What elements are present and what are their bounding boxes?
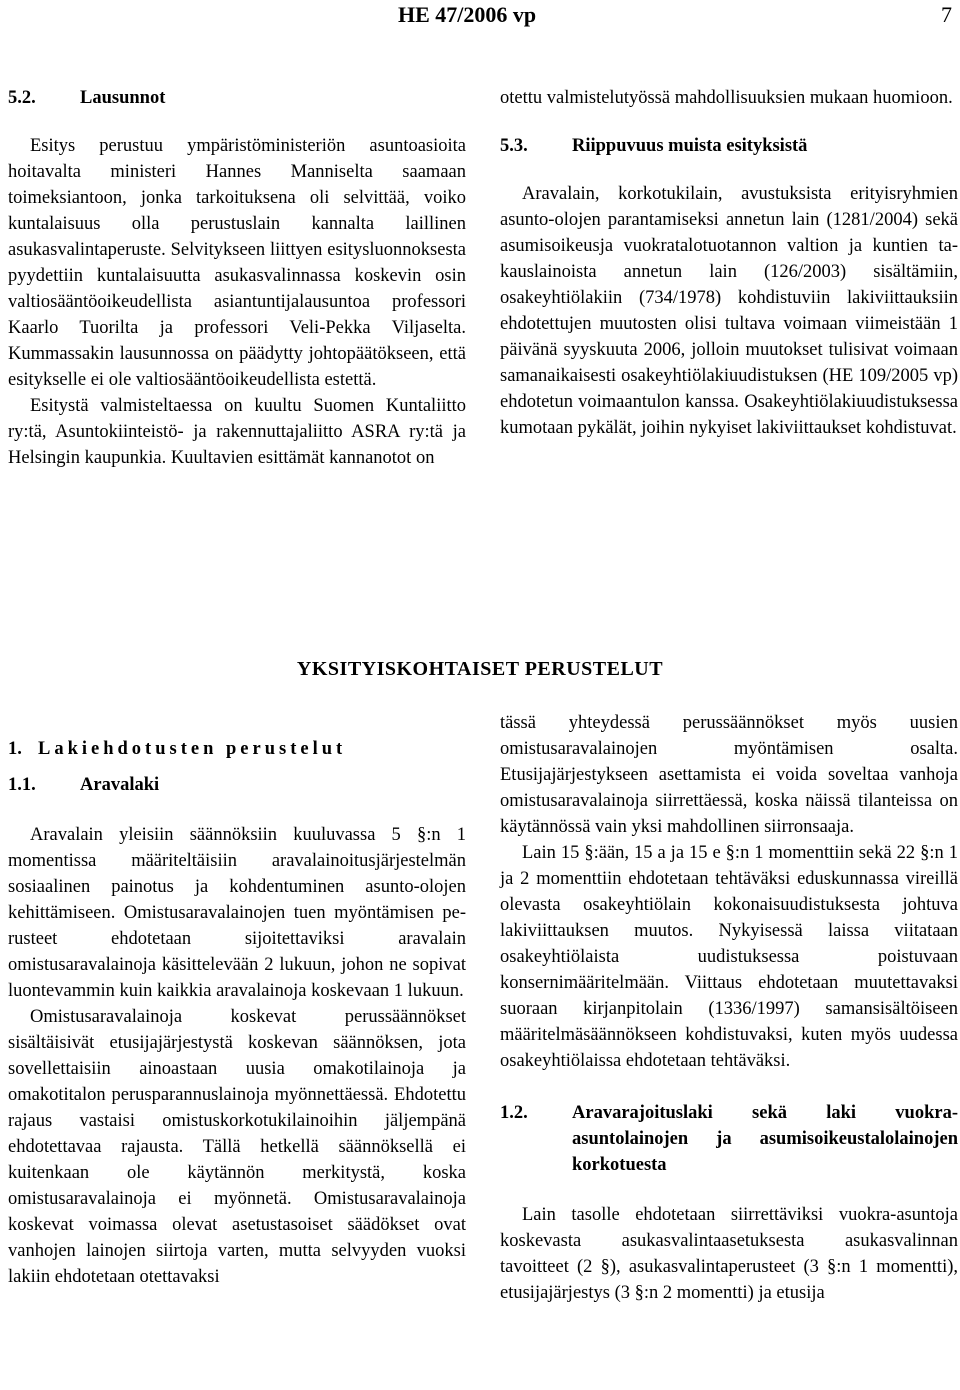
chapter-number: 1. (8, 739, 22, 759)
section-number: 5.3. (500, 136, 528, 156)
paragraph: Aravalain yleisiin säännöksiin kuuluvassa 5 §:n 1 momentissa määriteltäisiin aravalainoitusjärjestelmän sosiaalinen painotus ja kohdentuminen asunto-olojen kehittämiseen. Omistusaravalainojen tuen myöntämisen perusteet ehdotetaan sijoitettaviksi aravalain omistusaravalainoja käsittelevään 2 lukuun, johon ne sopivat luontevammin kuin kaikkia aravalainoja koskevaan 1 lukuun. (8, 825, 466, 1001)
part-heading: YKSITYISKOHTAISET PERUSTELUT (296, 658, 664, 680)
section-number: 5.2. (8, 88, 36, 108)
top-left-column (8, 85, 466, 471)
chapter-heading (8, 736, 466, 762)
chapter-title: Lakiehdotusten perustelut (38, 739, 347, 759)
section-title: Aravarajoituslaki sekä laki vuokraasuntolainojen ja asumisoikeustalolainojen korkotuesta (572, 1103, 958, 1175)
section-heading-5-3 (500, 133, 958, 159)
paragraph: Esitystä valmisteltaessa on kuultu Suomen Kuntaliitto ry:tä, Asuntokiinteistö- ja rakennuttajaliitto ASRA ry:tä ja Helsingin kaupunkia. Kuultavien esittämät kannanotot on (8, 396, 466, 468)
running-title: HE 47/2006 vp (398, 2, 537, 27)
paragraph: Lain tasolle ehdotetaan siirrettäviksi vuokra-asuntoja koskevasta asukasvalintaasetuksesta asukasvalinnan tavoitteet (2 §), asukasvalintaperusteet (3 §:n 1 momentti), etusijajärjestys (3 §:n 2 momentti) ja etusija (500, 1205, 958, 1303)
section-number: 1.2. (500, 1103, 528, 1123)
section-number: 1.1. (8, 775, 36, 795)
section-title: Lausunnot (80, 88, 166, 108)
section-heading-1-1 (8, 772, 466, 798)
paragraph-continuation: tässä yhteydessä perussäännökset myös uusien omistusaravalainojen myöntämisen osalta. Etusijajärjestykseen asettamista ei voida soveltaa vanhoja omistusaravalainoja siirrettäessä, koska näissä tilanteissa on käytännössä vain yksi mahdollinen siirronsaaja. (500, 713, 958, 837)
paragraph: Aravalain, korkotukilain, avustuksista erityisryhmien asunto-olojen parantamiseksi annetun lain (1281/2004) sekä asumisoikeusja vuokratalotuotannon valtion ja kuntien takauslainoista annetun lain (126/2003) sisältämiin, osakeyhtiölakiin (734/1978) kohdistuviin lakiviittauksiin ehdotettujen muutosten olisi tultava voimaan viimeistään 1 päivänä syyskuuta 2006, jolloin muutokset tulisivat voimaan samanaikaisesti osakeyhtiölakiuudistuksen (HE 109/2005 vp) ehdotetun voimaantulon kanssa. Osakeyhtiölakiuudistuksessa kumotaan pykälät, joihin nykyiset lakiviittaukset kohdistuvat. (500, 184, 958, 438)
paragraph: Lain 15 §:ään, 15 a ja 15 e §:n 1 momenttiin sekä 22 §:n 1 ja 2 momenttiin ehdotetaan tehtäväksi eduskunnassa vireillä olevasta osakeyhtiölain kokonaisuudistuksesta johtuva lakiviittauksen muutos. Nykyisessä laissa viitataan osakeyhtiölaista uudistuksessa poistuvaan konsernimääritelmään. Viittaus ehdotetaan muutettavaksi suoraan kirjanpitolain (1336/1997) samansisältöiseen määritelmäsäännökseen kohdistuvaksi, kuten myös uudessa osakeyhtiölaissa ehdotetaan tehtäväksi. (500, 843, 958, 1071)
top-right-column (500, 85, 958, 441)
section-title: Aravalaki (80, 775, 160, 795)
paragraph-continuation: otettu valmistelutyössä mahdollisuuksien mukaan huomioon. (500, 88, 953, 108)
paragraph: Esitys perustuu ympäristöministeriön asuntoasioita hoitavalta ministeri Hannes Manniselta saamaan toimeksiantoon, jonka tarkoituksena oli selvittää, voiko kuntalaisuus olla perustuslain kannalta laillinen asukasvalintaperuste. Selvitykseen liittyen esitysluonnoksesta pyydettiin kuntalaisuutta asukasvalinnassa koskevin osin valtiosääntöoikeudellista asiantuntijalausuntoa professori Kaarlo Tuorilta ja professori Veli-Pekka Viljaselta. Kummassakin lausunnossa on päädytty johtopäätökseen, että esitykselle ei ole valtiosääntöoikeudellista estettä. (8, 136, 466, 390)
bottom-right-column (500, 710, 958, 1306)
section-heading-1-2 (500, 1100, 958, 1178)
bottom-left-column (8, 736, 466, 1290)
page-number: 7 (941, 2, 952, 27)
section-heading-5-2 (8, 85, 466, 111)
paragraph: Omistusaravalainoja koskevat perussäännökset sisältäisivät etusijajärjestystä koskevan säännöksen, jota sovellettaisiin ainoastaan uusia omakotilainoja ja omakotitalon perusparannuslainoja myönnettäessä. Ehdotettu rajaus vastaisi omistuskorkotukilainoihin jäljempänä ehdotettavaa rajausta. Tällä hetkellä säännöksellä ei kuitenkaan ole käytännön merkitystä, koska omistusaravalainoja ei myönnetä. Omistusaravalainoja koskevat voimassa olevat asetustasoiset säädökset ovat vanhojen lainojen siirtoja varten, mutta selvyyden vuoksi lakiin ehdotetaan otettavaksi (8, 1007, 466, 1287)
section-title: Riippuvuus muista esityksistä (572, 136, 808, 156)
